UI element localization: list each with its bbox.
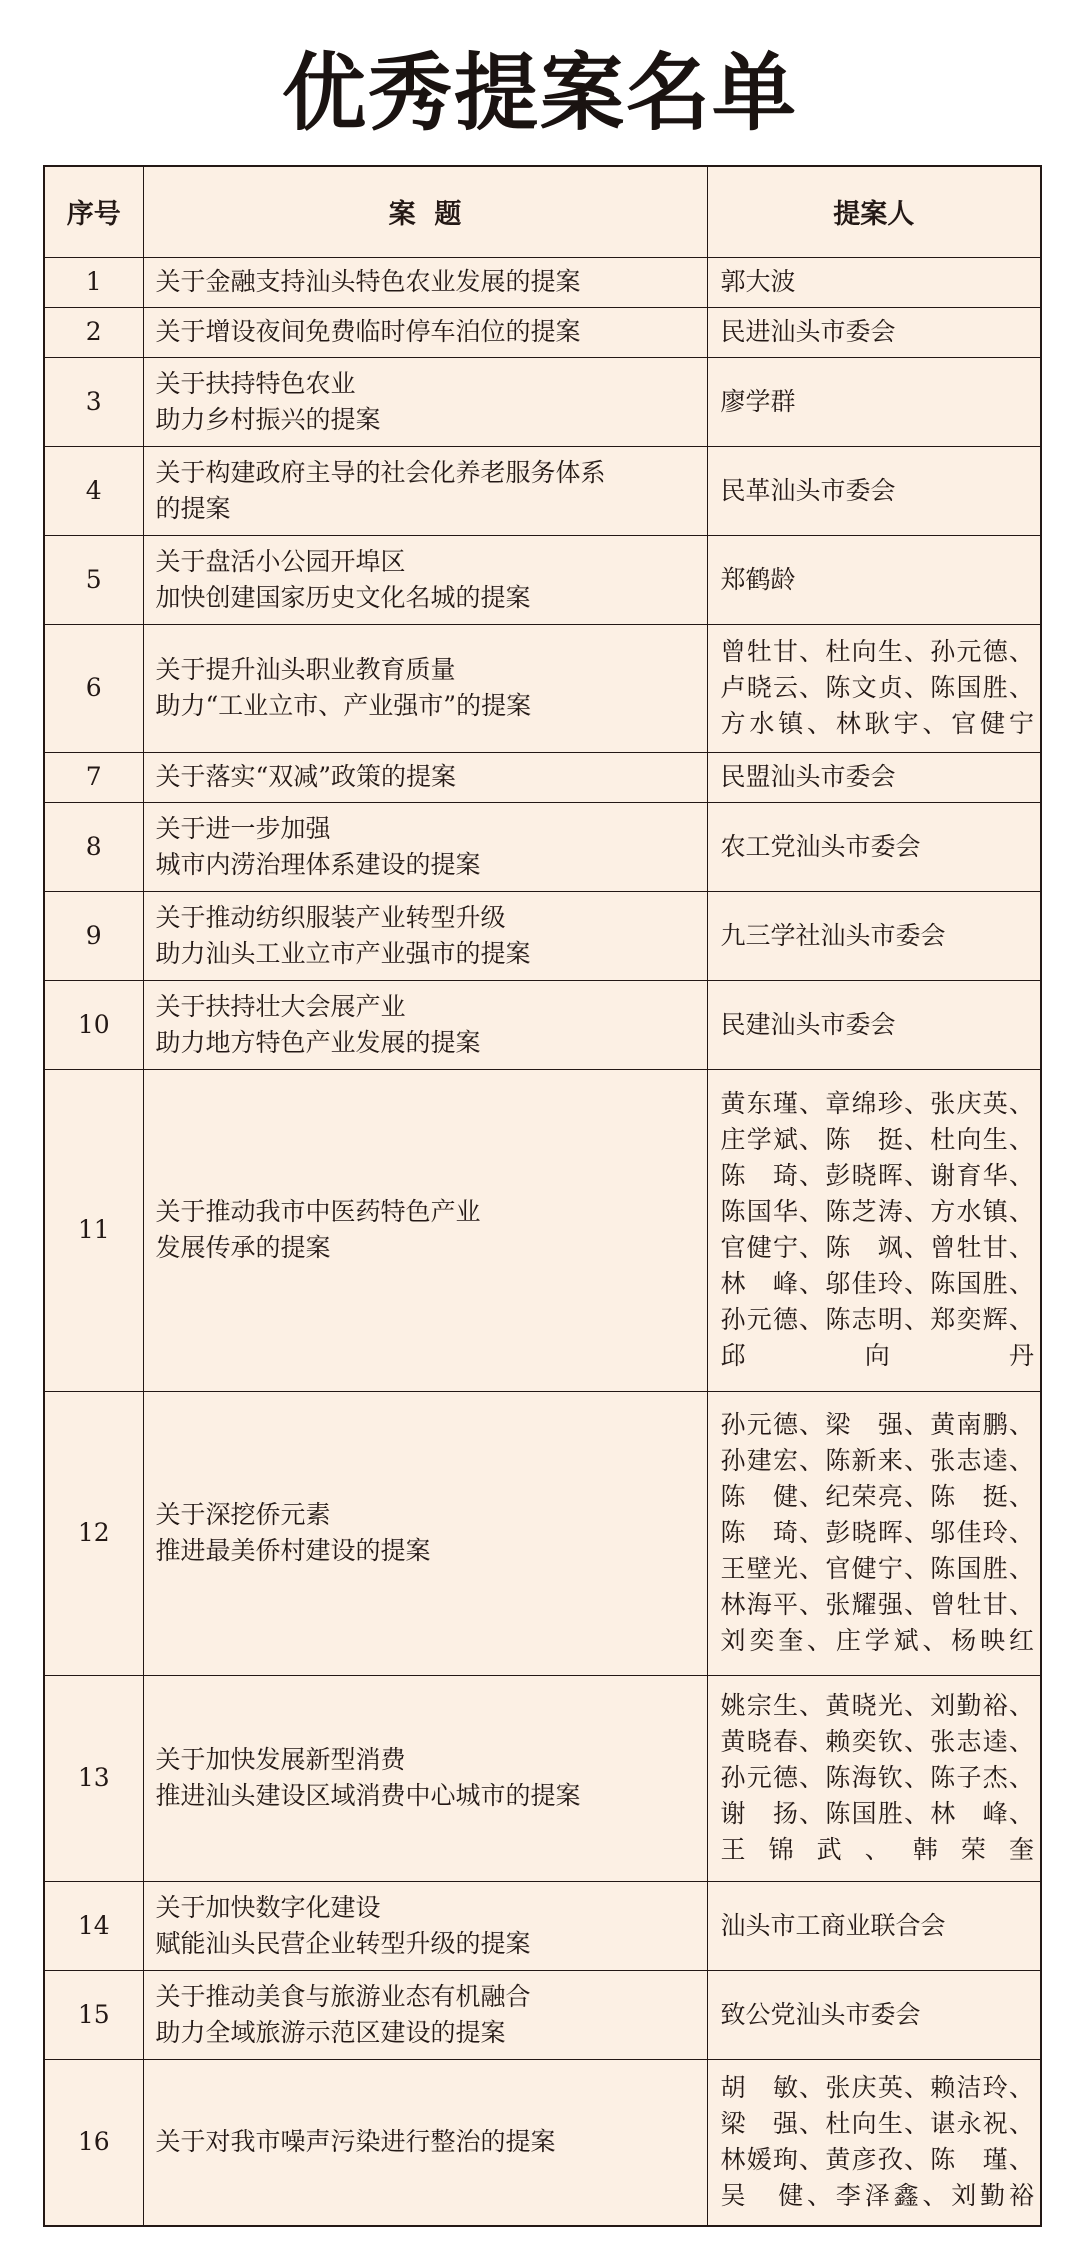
table-row (44, 802, 1041, 891)
row-proposer: 曾牡甘、杜向生、孙元德、 卢晓云、陈文贞、陈国胜、 方水镇、林耿宇、官健宁 (707, 624, 1041, 752)
row-proposer: 郑鹤龄 (707, 535, 1041, 624)
row-subject: 关于扶持特色农业 助力乡村振兴的提案 (143, 357, 707, 446)
table-row (44, 1881, 1041, 1970)
row-subject: 关于深挖侨元素 推进最美侨村建设的提案 (143, 1391, 707, 1675)
row-proposer: 汕头市工商业联合会 (707, 1881, 1041, 1970)
row-proposer: 郭大波 (707, 257, 1041, 307)
row-no: 14 (44, 1881, 143, 1970)
row-subject: 关于加快数字化建设 赋能汕头民营企业转型升级的提案 (143, 1881, 707, 1970)
table-row (44, 891, 1041, 980)
table-row (44, 1970, 1041, 2059)
row-subject: 关于推动我市中医药特色产业 发展传承的提案 (143, 1069, 707, 1391)
row-proposer: 黄东瑾、章绵珍、张庆英、 庄学斌、陈 挺、杜向生、 陈 琦、彭晓晖、谢育华、 陈国华、陈芝涛、方水镇、 官健宁、陈 飒、曾牡甘、 林 峰、邬佳玲、陈国胜、 孙元德、陈志明、郑奕辉、 邱向丹 (707, 1069, 1041, 1391)
table-row (44, 624, 1041, 752)
table-header-row (44, 166, 1041, 257)
row-no: 6 (44, 624, 143, 752)
row-no: 12 (44, 1391, 143, 1675)
row-proposer: 民盟汕头市委会 (707, 752, 1041, 802)
row-no: 8 (44, 802, 143, 891)
row-no: 3 (44, 357, 143, 446)
row-subject: 关于落实“双减”政策的提案 (143, 752, 707, 802)
table-row (44, 257, 1041, 307)
table-row (44, 357, 1041, 446)
row-no: 1 (44, 257, 143, 307)
row-proposer: 姚宗生、黄晓光、刘勤裕、 黄晓春、赖奕钦、张志逵、 孙元德、陈海钦、陈子杰、 谢 扬、陈国胜、林 峰、 王锦武、韩荣奎 (707, 1675, 1041, 1881)
row-proposer: 孙元德、梁 强、黄南鹏、 孙建宏、陈新来、张志逵、 陈 健、纪荣亮、陈 挺、 陈 琦、彭晓晖、邬佳玲、 王壁光、官健宁、陈国胜、 林海平、张耀强、曾牡甘、 刘奕奎、庄学斌、杨映红 (707, 1391, 1041, 1675)
row-proposer: 廖学群 (707, 357, 1041, 446)
table-row (44, 535, 1041, 624)
row-proposer: 民革汕头市委会 (707, 446, 1041, 535)
row-no: 13 (44, 1675, 143, 1881)
row-no: 4 (44, 446, 143, 535)
row-subject: 关于进一步加强 城市内涝治理体系建设的提案 (143, 802, 707, 891)
table-row (44, 1069, 1041, 1391)
proposal-table (43, 165, 1042, 2227)
row-subject: 关于构建政府主导的社会化养老服务体系 的提案 (143, 446, 707, 535)
header-subject: 案 题 (143, 166, 707, 257)
row-no: 15 (44, 1970, 143, 2059)
table-row (44, 1675, 1041, 1881)
page-title: 优秀提案名单 (281, 44, 798, 142)
table-row (44, 752, 1041, 802)
row-subject: 关于增设夜间免费临时停车泊位的提案 (143, 307, 707, 357)
row-proposer: 农工党汕头市委会 (707, 802, 1041, 891)
row-subject: 关于金融支持汕头特色农业发展的提案 (143, 257, 707, 307)
table-row (44, 980, 1041, 1069)
header-no: 序号 (44, 166, 143, 257)
row-subject: 关于加快发展新型消费 推进汕头建设区域消费中心城市的提案 (143, 1675, 707, 1881)
row-no: 5 (44, 535, 143, 624)
row-subject: 关于推动纺织服装产业转型升级 助力汕头工业立市产业强市的提案 (143, 891, 707, 980)
row-no: 2 (44, 307, 143, 357)
row-proposer: 胡 敏、张庆英、赖洁玲、 梁 强、杜向生、谌永祝、 林媛珣、黄彦孜、陈 瑾、 吴 健、李泽鑫、刘勤裕 (707, 2059, 1041, 2226)
header-proposer: 提案人 (707, 166, 1041, 257)
row-no: 9 (44, 891, 143, 980)
table-row (44, 446, 1041, 535)
row-subject: 关于提升汕头职业教育质量 助力“工业立市、产业强市”的提案 (143, 624, 707, 752)
table-row (44, 307, 1041, 357)
row-subject: 关于推动美食与旅游业态有机融合 助力全域旅游示范区建设的提案 (143, 1970, 707, 2059)
row-proposer: 致公党汕头市委会 (707, 1970, 1041, 2059)
row-no: 16 (44, 2059, 143, 2226)
row-no: 11 (44, 1069, 143, 1391)
row-subject: 关于对我市噪声污染进行整治的提案 (143, 2059, 707, 2226)
table-row (44, 2059, 1041, 2226)
row-proposer: 民建汕头市委会 (707, 980, 1041, 1069)
row-subject: 关于盘活小公园开埠区 加快创建国家历史文化名城的提案 (143, 535, 707, 624)
row-no: 10 (44, 980, 143, 1069)
row-no: 7 (44, 752, 143, 802)
row-subject: 关于扶持壮大会展产业 助力地方特色产业发展的提案 (143, 980, 707, 1069)
row-proposer: 民进汕头市委会 (707, 307, 1041, 357)
row-proposer: 九三学社汕头市委会 (707, 891, 1041, 980)
table-row (44, 1391, 1041, 1675)
